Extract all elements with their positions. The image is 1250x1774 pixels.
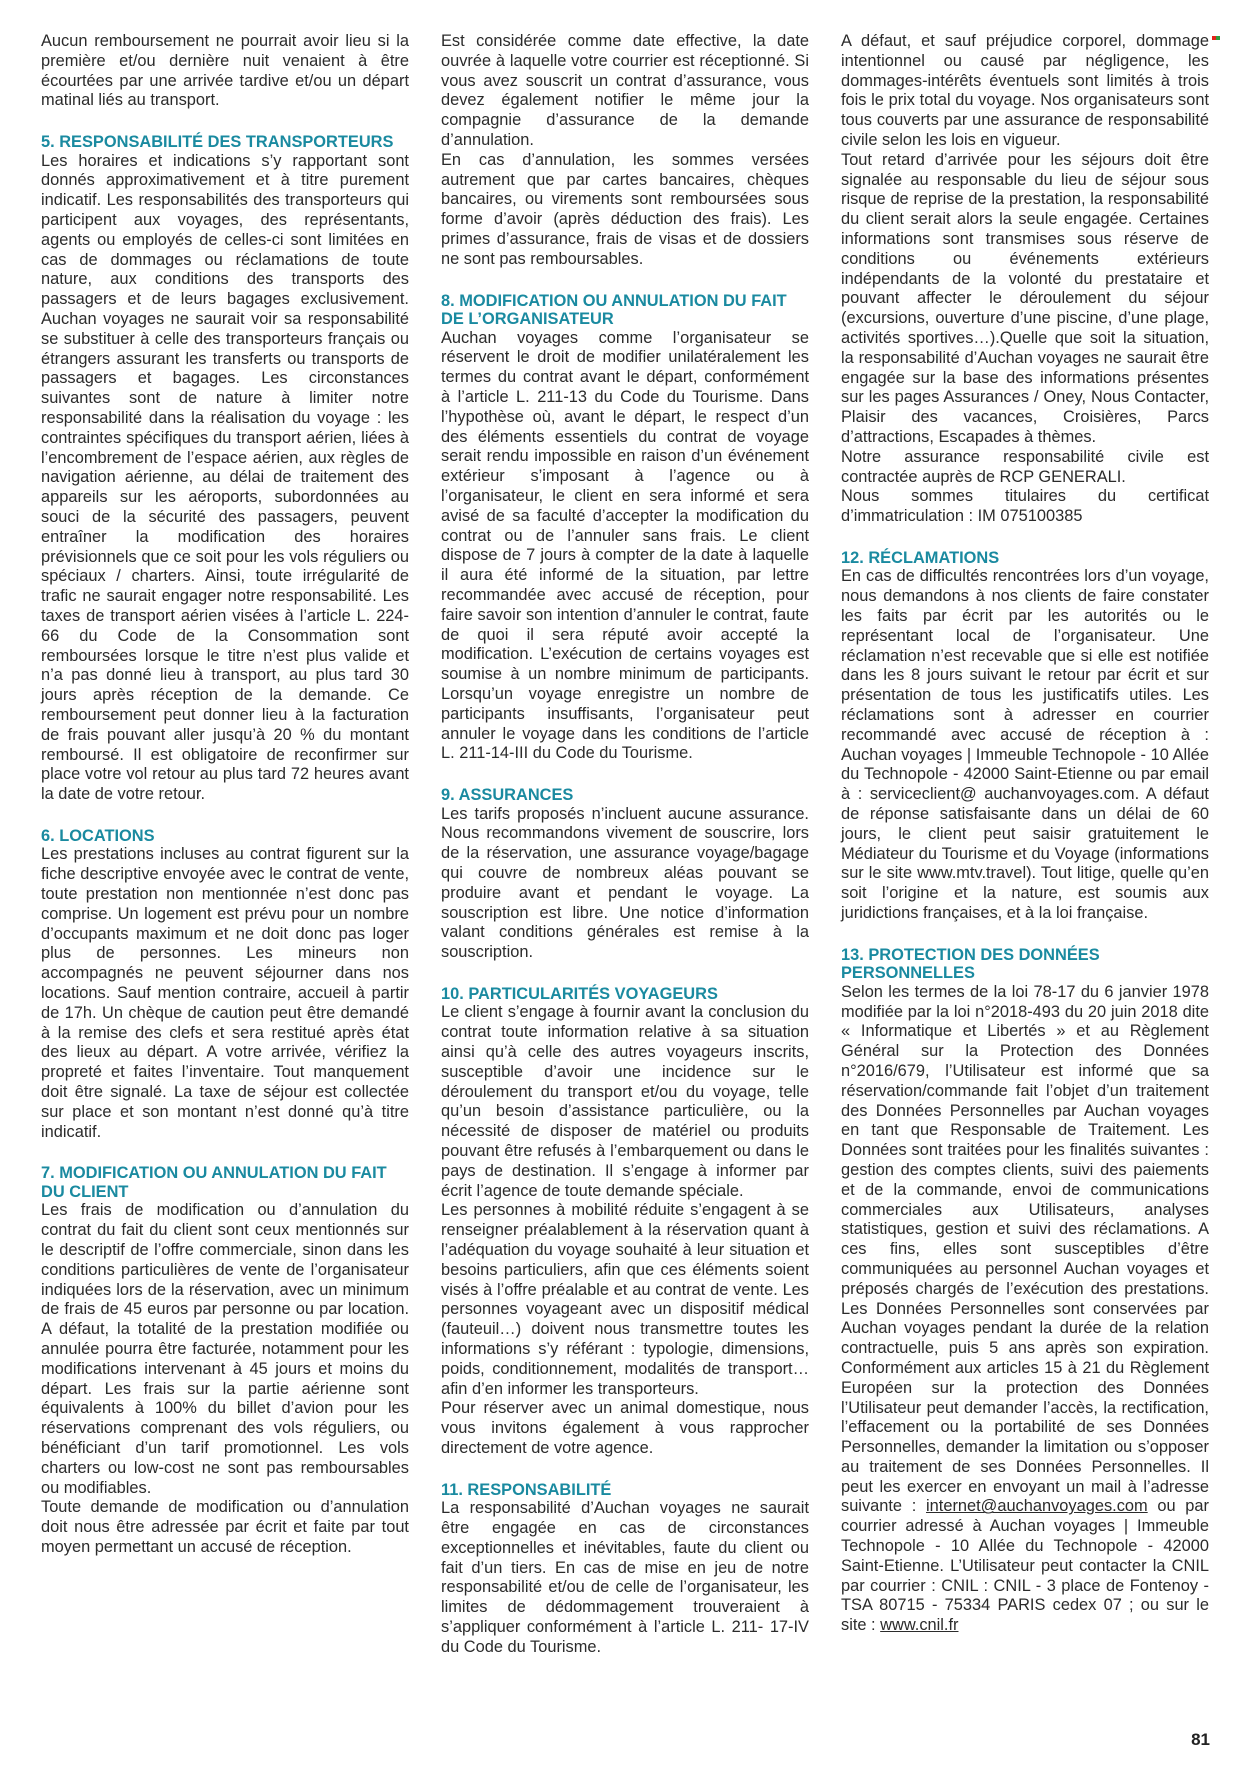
section-6-text: Les prestations incluses au contrat figurent sur la fiche descriptive envoyée avec le contrat de vente, toute prestation non mentionnée n’est donc pas comprise. Un logement est prévu pour un nombre d’occupants maximum et ne doit donc pas loger plus de personnes. Les mineurs non accompagnés ne peuvent séjourner dans nos locations. Sauf mention contraire, accueil à partir de 17h. Un chèque de caution peut être demandé à la remise des clefs et sera restitué après état des lieux au départ. A votre arrivée, vérifiez la propreté et faites l’inventaire. Tout manquement doit être signalé. La taxe de séjour est collectée sur place et son montant n’est donné qu’à titre indicatif. [41,845,409,1141]
paragraph: En cas d’annulation, les sommes versées autrement que par cartes bancaires, chèques bancaires, ou virements sont remboursées sous forme d’avoir (après déduction des frais). Les primes d’assurance, frais de visas et de dossiers ne sont pas remboursables. [441,150,809,268]
section-9-heading: 9. ASSURANCES [441,786,574,805]
paragraph: Aucun remboursement ne pourrait avoir lieu si la première et/ou dernière nuit venaient à être écourtées par une arrivée tardive et/ou un départ matinal liés au transport. [41,32,409,110]
section-13-heading: 13. PROTECTION DES DONNÉES PERSONNELLES [841,945,1100,983]
paragraph: A défaut, et sauf préjudice corporel, dommage intentionnel ou causé par négligence, les dommages-intérêts éventuels sont limités à trois fois le prix total du voyage. Nos organisateurs sont tous couverts par une assurance de responsabilité civile selon les lois en vigueur. [841,32,1209,149]
paragraph: Notre assurance responsabilité civile est contractée auprès de RCP GENERALI. [841,447,1209,486]
section-11-text: La responsabilité d’Auchan voyages ne saurait être engagée en cas de circonstances exceptionnelles et inévitables, faute du client ou fait d’un tiers. En cas de mise en jeu de notre responsabilité et/ou de celle de l’organisateur, les limites de dédommagement trouveraient à s’appliquer conformément à l’article L. 211- 17-IV du Code du Tourisme. [441,1499,809,1656]
section-13-text-part: Selon les termes de la loi 78-17 du 6 janvier 1978 modifiée par la loi n°2018-493 du 20 juin 2018 dite « Informatique et Libertés » et au Règlement Général sur la Protection des Données n°2016/679, l’Utilisateur est informé que sa réservation/commande fait l’objet d’un traitement des Données Personnelles par Auchan voyages en tant que Responsable de Traitement. Les Données sont traitées pour les finalités suivantes : gestion des comptes clients, suivi des paiements et de la commande, envoi de communications commerciales aux Utilisateurs, analyses statistiques, gestion et suivi des réclamations. A ces fins, elles sont susceptibles d’être communiquées au personnel Auchan voyages et préposés chargés de l’exécution des prestations. Les Données Personnelles sont conservées par Auchan voyages pendant la durée de la relation contractuelle, puis 5 ans après son expiration. Conformément aux articles 15 à 21 du Règlement Européen sur la protection des Données l’Utilisateur peut demander l’accès, la rectification, l’effacement ou la portabilité de ses Données Personnelles, demander la limitation ou s’opposer au traitement de ses Données Personnelles. Il peut les exercer en envoyant un mail à l’adresse suivante : [841,982,1209,1516]
section-7-heading: 7. MODIFICATION OU ANNULATION DU FAIT DU CLIENT [41,1164,387,1201]
section-7-text: Les frais de modification ou d’annulation du contrat du fait du client sont ceux mentionnés sur le descriptif de l’offre commerciale, sinon dans les conditions particulières de vente de l’organisateur indiquées lors de la réservation, avec un minimum de frais de 45 euros par personne ou par location. A défaut, la totalité de la prestation modifiée ou annulée pourra être facturée, notamment pour les modifications intervenant à 45 jours et moins du départ. Les frais sur la partie aérienne sont équivalents à 100% du billet d’avion pour les réservations comprenant des vols réguliers, ou bénéficiant d’un tarif promotionnel. Les vols charters ou low-cost ne sont pas remboursables ou modifiables. [41,1201,409,1497]
section-10-text-3: Pour réserver avec un animal domestique, nous vous invitons également à vous rapprocher directement de votre agence. [441,1399,809,1457]
section-5-text: Les horaires et indications s’y rapportant sont donnés approximativement et à titre purement indicatif. Les responsabilités des transporteurs qui participent aux voyages, des représentants, agents ou employés de celles-ci sont limitées en cas de dommages ou réclamations de toute nature, aux conditions des transports des passagers et de leurs bagages exclusivement. Auchan voyages ne saurait voir sa responsabilité se substituer à celle des transporteurs français ou étrangers assurant les transferts ou transports de passagers et bagages. Les circonstances suivantes sont de nature à limiter notre responsabilité dans la réalisation du voyage : les contraintes spécifiques du transport aérien, liées à l’encombrement de l’espace aérien, aux règles de navigation aérienne, au délai de traitement des appareils sur les aéroports, subordonnées au souci de la sécurité des passagers, peuvent entraîner la modification des horaires prévisionnels que ce soit pour les vols réguliers ou spéciaux / charters. Ainsi, toute irrégularité de trafic ne saurait engager notre responsabilité. Les taxes de transport aérien visées à l’article L. 224-66 du Code de la Consommation sont remboursées lorsque le titre n’est plus valide et n’a pas donné lieu à transport, au plus tard 30 jours après réception de la demande. Ce remboursement peut donner lieu à la facturation de frais pouvant aller jusqu’à 20 % du montant remboursé. Il est obligatoire de reconfirmer sur place votre vol retour au plus tard 72 heures avant la date de votre retour. [41,151,409,804]
paragraph: Nous sommes titulaires du certificat d’immatriculation : IM 075100385 [841,487,1209,526]
section-12-text: En cas de difficultés rencontrées lors d’un voyage, nous demandons à nos clients de faire constater les faits par écrit par les autorités ou le représentant local de l’organisateur. Une réclamation n’est recevable que si elle est notifiée dans les 8 jours suivant le retour par écrit et sur présentation de tous les justificatifs utiles. Les réclamations sont à adresser en courrier recommandé avec accusé de réception à : Auchan voyages | Immeuble Technopole - 10 Allée du Technopole - 42000 Saint-Etienne ou par email à : serviceclient@ auchanvoyages.com. A défaut de réponse satisfaisante dans un délai de 60 jours, le client peut saisir gratuitement le Médiateur du Tourisme et du Voyage (informations sur le site www.mtv.travel). Tout litige, quelle qu’en soit l’origine et la nature, est soumis aux juridictions françaises, et à la loi française. [841,567,1209,922]
page-number: 81 [1191,1730,1210,1749]
paragraph: Tout retard d’arrivée pour les séjours doit être signalée au responsable du lieu de séjour sous risque de reprise de la prestation, la responsabilité du client serait alors la seule engagée. Certaines informations sont transmises sous réserve de conditions ou événements extérieurs indépendants de la volonté du prestataire et pouvant affecter le déroulement du séjour (excursions, ouverture d’une piscine, d’une plage, activités sportives…).Quelle que soit la situation, la responsabilité d’Auchan voyages ne saurait être engagée sur la base des informations présentes sur les pages Assurances / Oney, Nous Contacter, Plaisir des vacances, Croisières, Parcs d’attractions, Escapades à thèmes. [841,150,1209,446]
section-7-text-2: Toute demande de modification ou d’annulation doit nous être adressée par écrit et faite par tout moyen permettant un accusé de réception. [41,1498,409,1556]
section-10-text-2: Les personnes à mobilité réduite s’engagent à se renseigner préalablement à la réservation quant à l’adéquation du voyage souhaité à leur situation et besoins particuliers, afin que ces éléments soient visés à l’offre préalable et au contrat de vente. Les personnes voyageant avec un dispositif médical (fauteuil…) doivent nous transmettre toutes les informations s’y référant : typologie, dimensions, poids, conditionnement, modalités de transport… afin d’en informer les transporteurs. [441,1201,809,1398]
section-12-heading: 12. RÉCLAMATIONS [841,548,1000,567]
section-13-text [841,983,1209,1636]
section-10-heading: 10. PARTICULARITÉS VOYAGEURS [441,984,718,1003]
section-11-heading: 11. RESPONSABILITÉ [441,1480,612,1499]
paragraph: Est considérée comme date effective, la date ouvrée à laquelle votre courrier est réceptionné. Si vous avez souscrit un contrat d’assurance, vous devez également notifier le même jour la compagnie d’assurance de la demande d’annulation. [441,32,809,149]
section-9-text: Les tarifs proposés n’incluent aucune assurance. Nous recommandons vivement de souscrire, lors de la réservation, une assurance voyage/bagage qui couvre de nombreux aléas pouvant se produire avant et pendant le voyage. La souscription est libre. Une notice d’information valant conditions générales est remise à la souscription. [441,804,809,962]
section-6-heading: 6. LOCATIONS [41,826,155,845]
column-1 [41,32,409,1558]
column-3 [841,32,1209,1636]
cnil-link[interactable]: www.cnil.fr [880,1616,959,1635]
email-link[interactable]: internet@auchanvoyages.com [926,1497,1148,1516]
section-10-text: Le client s’engage à fournir avant la conclusion du contrat toute information relative à sa situation ainsi qu’à celle des autres voyageurs inscrits, susceptible d’avoir une incidence sur le déroulement du transport et/ou du voyage, telle qu’un besoin d’assistance particulière, ou la nécessité de disposer de matériel ou produits pouvant être refusés à l’embarquement ou dans le pays de destination. Il s’engage à informer par écrit l’agence de toute demande spéciale. [441,1003,809,1200]
section-13-text-part: ou par courrier adressé à Auchan voyages | Immeuble Technopole - 10 Allée du Technopole - 42000 Saint-Etienne. L’Utilisateur peut contacter la CNIL par courrier : CNIL : CNIL - 3 place de Fontenoy - TSA 80715 - 75334 PARIS cedex 07 ; ou sur le site : [841,1497,1209,1635]
color-mark-icon [1212,36,1220,44]
section-5-heading: 5. RESPONSABILITÉ DES TRANSPORTEURS [41,133,394,152]
column-2 [441,32,809,1658]
section-8-text: Auchan voyages comme l’organisateur se réservent le droit de modifier unilatéralement les termes du contrat avant le départ, conformément à l’article L. 211-13 du Code du Tourisme. Dans l’hypothèse où, avant le départ, le respect d’un des éléments essentiels du contrat de voyage serait rendu impossible en raison d’un événement extérieur s’imposant à l’agence ou à l’organisateur, le client en sera informé et sera avisé de sa faculté d’accepter la modification du contrat ou de l’annuler sans frais. Le client dispose de 7 jours à compter de la date à laquelle il aura été informé de la situation, par lettre recommandée avec accusé de réception, pour faire savoir son intention d’annuler le contrat, faute de quoi il sera réputé avoir accepté la modification. L’exécution de certains voyages est soumise à un nombre minimum de participants. Lorsqu’un voyage enregistre un nombre de participants insuffisants, l’organisateur peut annuler le voyage dans les conditions de l’article L. 211-14-III du Code du Tourisme. [441,328,809,763]
section-8-heading: 8. MODIFICATION OU ANNULATION DU FAIT DE L’ORGANISATEUR [441,291,787,329]
